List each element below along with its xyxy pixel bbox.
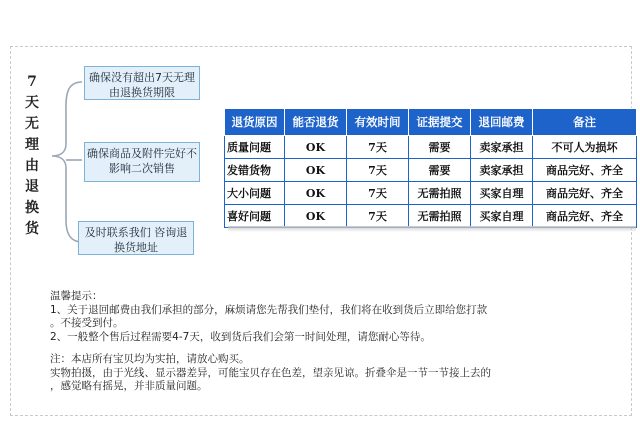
header-cell: 证据提交 <box>409 109 471 136</box>
table-cell: 喜好问题 <box>225 205 285 228</box>
vertical-title-char: 7 <box>27 74 37 90</box>
table-cell: 大小问题 <box>225 182 285 205</box>
note-item-2: 2、一般整个售后过程需要4-7天，收到货后我们会第一时间处理，请您耐心等待。 <box>50 330 431 343</box>
note-disclaimer-line2: 实物拍摄，由于光线、显示器差异，可能宝贝存在色差，望亲见谅。折叠伞是一节一节接上去的 <box>50 366 491 379</box>
table-cell: 7天 <box>347 205 409 228</box>
table-cell: 不可人为损坏 <box>533 136 637 159</box>
vertical-title-char: 天 <box>25 95 39 111</box>
vertical-title-char: 无 <box>25 116 39 132</box>
note-disclaimer-line3: ，感觉略有摇晃，并非质量问题。 <box>50 380 208 392</box>
callout-time-limit: 确保没有超出7天无理由退换货期限 <box>84 66 200 100</box>
notes-section <box>50 290 630 394</box>
header-cell: 能否退货 <box>285 109 347 136</box>
header-cell: 有效时间 <box>347 109 409 136</box>
table-shadow <box>228 226 636 232</box>
vertical-title-char: 退 <box>25 179 39 195</box>
note-disclaimer: 注：本店所有宝贝均为实拍，请放心购买。 <box>50 353 250 365</box>
table-cell: 需要 <box>409 159 471 182</box>
table-row <box>225 136 637 159</box>
return-policy-table <box>224 108 637 228</box>
notes-heading: 温馨提示： <box>50 290 103 302</box>
callout-item-condition: 确保商品及附件完好不影响二次销售 <box>84 142 200 182</box>
table-cell: 商品完好、齐全 <box>533 182 637 205</box>
table-cell: 7天 <box>347 182 409 205</box>
table-header-row <box>225 109 637 136</box>
table-cell: 无需拍照 <box>409 205 471 228</box>
vertical-title-char: 换 <box>25 200 39 216</box>
table-row <box>225 182 637 205</box>
vertical-title <box>24 72 40 240</box>
table-cell: 买家自理 <box>471 205 533 228</box>
table-cell: 无需拍照 <box>409 182 471 205</box>
table-cell: OK <box>285 205 347 228</box>
table-cell: 7天 <box>347 159 409 182</box>
table-cell: 发错货物 <box>225 159 285 182</box>
note-item-1-cont: 。不接受到付。 <box>50 317 124 329</box>
table-cell: 7天 <box>347 136 409 159</box>
table-cell: 质量问题 <box>225 136 285 159</box>
header-cell: 备注 <box>533 109 637 136</box>
table-cell: 买家自理 <box>471 182 533 205</box>
table-cell: 商品完好、齐全 <box>533 159 637 182</box>
vertical-title-char: 理 <box>25 137 39 153</box>
table-row <box>225 205 637 228</box>
header-cell: 退回邮费 <box>471 109 533 136</box>
vertical-title-char: 由 <box>25 158 39 174</box>
table-cell: OK <box>285 136 347 159</box>
callout-contact-us: 及时联系我们 咨询退换货地址 <box>78 221 194 255</box>
table-row <box>225 159 637 182</box>
table-cell: OK <box>285 182 347 205</box>
vertical-title-char: 货 <box>25 221 39 237</box>
table-cell: 需要 <box>409 136 471 159</box>
header-cell: 退货原因 <box>225 109 285 136</box>
table-cell: 卖家承担 <box>471 159 533 182</box>
table-cell: 商品完好、齐全 <box>533 205 637 228</box>
note-item-1: 1、关于退回邮费由我们承担的部分，麻烦请您先帮我们垫付，我们将在收到货后立即给您打款 <box>50 303 488 316</box>
table-cell: 卖家承担 <box>471 136 533 159</box>
table-cell: OK <box>285 159 347 182</box>
